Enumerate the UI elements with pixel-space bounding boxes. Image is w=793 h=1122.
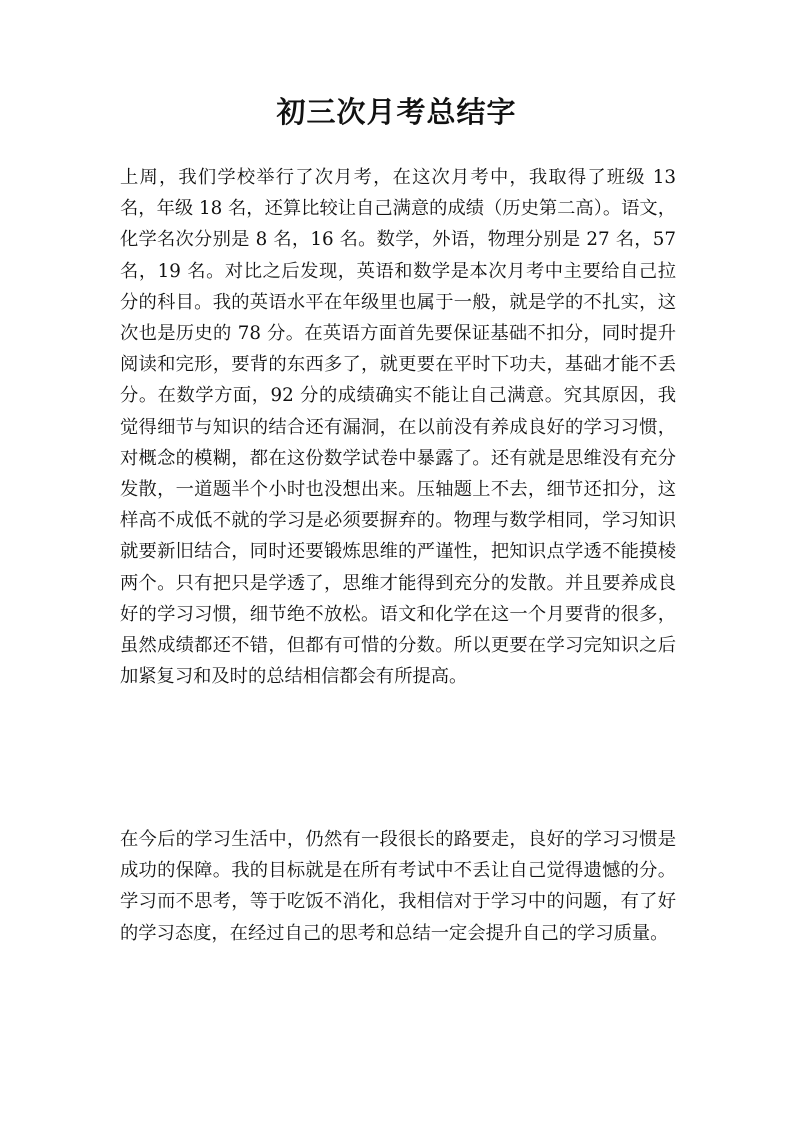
document-title: 初三次月考总结字 <box>276 95 517 129</box>
paragraph-1: 上周，我们学校举行了次月考，在这次月考中，我取得了班级 13 名，年级 18 名，还算比较让自己满意的成绩（历史第二高）。语文，化学名次分别是 8 名，16 名。数学，外语，物理分别是 27 名，57 名，19 名。对比之后发现，英语和数学是本次月考中主要给自己拉分的科目。我的英语水平在年级里也属于一般，就是学的不扎实，这次也是历史的 78 分。在英语方面首先要保证基础不扣分，同时提升阅读和完形，要背的东西多了，就更要在平时下功夫，基础才能不丢分。在数学方面，92 分的成绩确实不能让自己满意。究其原因，我觉得细节与知识的结合还有漏洞，在以前没有养成良好的学习习惯，对概念的模糊，都在这份数学试卷中暴露了。还有就是思维没有充分发散，一道题半个小时也没想出来。压轴题上不去，细节还扣分，这样高不成低不就的学习是必须要摒弃的。物理与数学相同，学习知识就要新旧结合，同时还要锻炼思维的严谨性，把知识点学透不能摸棱两个。只有把只是学透了，思维才能得到充分的发散。并且要养成良好的学习习惯，细节绝不放松。语文和化学在这一个月要背的很多，虽然成绩都还不错，但都有可惜的分数。所以更要在学习完知识之后加紧复习和及时的总结相信都会有所提高。 <box>120 167 676 688</box>
paragraph-2: 在今后的学习生活中，仍然有一段很长的路要走，良好的学习习惯是成功的保障。我的目标就是在所有考试中不丢让自己觉得遗憾的分。学习而不思考，等于吃饭不消化，我相信对于学习中的问题，有了好的学习态度，在经过自己的思考和总结一定会提升自己的学习质量。 <box>120 829 676 944</box>
